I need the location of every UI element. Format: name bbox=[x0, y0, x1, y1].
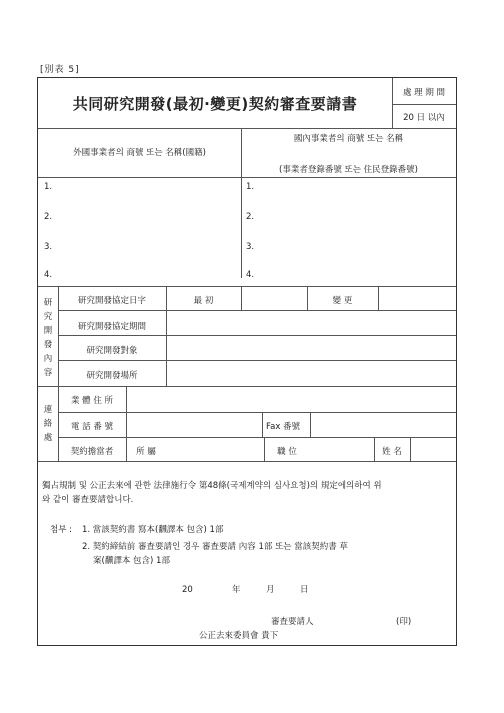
business-address-label: 業 體 住 所 bbox=[70, 396, 114, 406]
position-label: 職 位 bbox=[277, 447, 297, 457]
name-label: 姓 名 bbox=[382, 447, 402, 457]
agreement-period-label: 研究開發協定期間 bbox=[77, 322, 146, 332]
initial-label: 最 初 bbox=[193, 296, 214, 306]
phone-field[interactable] bbox=[126, 412, 262, 437]
agreement-period-field[interactable] bbox=[166, 310, 456, 335]
business-address-field[interactable] bbox=[126, 386, 456, 412]
foreign-party-4: 4. bbox=[44, 270, 53, 280]
research-target-label: 研究開發對象 bbox=[86, 346, 138, 356]
date-day: 日 bbox=[300, 585, 309, 595]
department-label: 所 屬 bbox=[136, 447, 156, 457]
date-year: 年 bbox=[232, 585, 241, 595]
research-target-field[interactable] bbox=[166, 335, 456, 360]
date-month: 月 bbox=[266, 585, 275, 595]
initial-date-field[interactable] bbox=[241, 286, 307, 310]
form-title: 共同研究開發(最初·變更)契約審査要請書 bbox=[72, 95, 358, 113]
attachment-label: 첨부 : bbox=[50, 525, 72, 535]
form-reference: [別表 5] bbox=[40, 65, 80, 75]
application-form bbox=[37, 77, 457, 646]
position-field[interactable] bbox=[310, 437, 374, 461]
attachment-item-2: 2. 契約締結前 審査要請인 경우 審査要請 內容 1部 또는 當該契約書 草 bbox=[82, 542, 348, 552]
addressee: 公正去來委員會 貴下 bbox=[199, 631, 279, 641]
domestic-party-2: 2. bbox=[246, 212, 255, 222]
foreign-party-header: 外國事業者의 商號 또는 名稱(國籍) bbox=[73, 148, 206, 158]
change-date-field[interactable] bbox=[378, 286, 456, 310]
attachment-item-1: 1. 當該契約書 寫本(飜譯本 包含) 1部 bbox=[82, 525, 224, 535]
domestic-party-header: 國內事業者의 商號 또는 名稱 bbox=[293, 134, 404, 144]
applicant-label: 審査要請人 bbox=[271, 617, 314, 627]
name-field[interactable] bbox=[410, 437, 456, 461]
change-label: 變 更 bbox=[332, 296, 353, 306]
processing-period-value: 20 日 以內 bbox=[403, 113, 445, 123]
fax-field[interactable] bbox=[310, 412, 456, 437]
domestic-party-3: 3. bbox=[246, 242, 255, 252]
agreement-date-label: 研究開發協定日字 bbox=[77, 296, 146, 306]
contract-person-label: 契約擔當者 bbox=[70, 447, 114, 457]
domestic-party-subheader: (事業者登錄番號 또는 住民登錄番號) bbox=[279, 165, 418, 175]
date-year-prefix: 20 bbox=[182, 585, 193, 595]
research-location-field[interactable] bbox=[166, 360, 456, 386]
domestic-party-1: 1. bbox=[246, 182, 255, 192]
research-content-side-label: 研 究 開 發 內 容 bbox=[43, 298, 53, 378]
foreign-party-3: 3. bbox=[44, 242, 53, 252]
processing-period-label: 處 理 期 間 bbox=[402, 88, 446, 98]
contact-side-label: 連 絡 處 bbox=[43, 405, 53, 443]
statement-line-1: 獨占規制 및 公正去來에 관한 法律施行令 第48條(국제계약의 심사요청)의 規定에의하여 위 bbox=[42, 481, 382, 491]
statement-line-2: 와 같이 審査要請합니다. bbox=[42, 495, 134, 505]
foreign-party-2: 2. bbox=[44, 212, 53, 222]
domestic-party-4: 4. bbox=[246, 270, 255, 280]
fax-label: Fax 番號 bbox=[266, 422, 301, 432]
department-field[interactable] bbox=[166, 437, 264, 461]
foreign-party-1: 1. bbox=[44, 182, 53, 192]
research-location-label: 研究開發場所 bbox=[86, 371, 138, 381]
attachment-item-2-cont: 案(飜譯本 包含) 1部 bbox=[93, 556, 170, 566]
phone-label: 電 話 番 號 bbox=[70, 422, 114, 432]
seal-mark: (印) bbox=[396, 617, 412, 627]
